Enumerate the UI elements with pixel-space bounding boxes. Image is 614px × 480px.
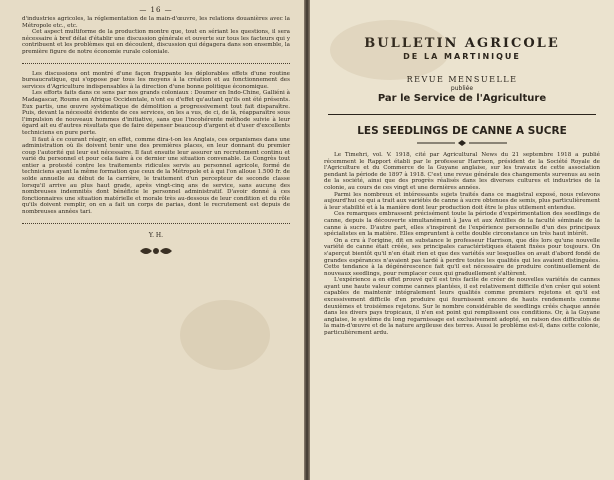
signature: Y. H.: [148, 231, 164, 239]
paragraph: d'industries agricoles, la réglementation de la main-d'œuvre, les relations douanières avec la Métropole etc., etc.: [22, 16, 290, 29]
article-title: LES SEEDLINGS DE CANNE A SUCRE: [357, 125, 567, 137]
paragraph: Ces remarques embrassent précisément toute la période d'expérimentation des seedlings de canne, depuis la découverte simultanément à Java et aux Antilles de la faculté séminale de la canne à sucre. D'autre part, elles s'inspirent de l'expérience personnelle d'un des principaux spécialistes en la matière. Elles empruntent à cette double circonstance un très haut intérêt.: [324, 211, 600, 238]
paragraph: L'expérience a en effet prouvé qu'il est très facile de créer de nouvelles variétés de cannes ayant une haute valeur comme cannes plantées, il est relativement difficile d'en créer qui soient capables de maintenir intégralement leurs qualités comme premiers rejetons et qu'il est excessivement difficile d'en produire qui fournissent encore de hauts rendements comme deuxièmes et troisièmes rejetons. Sur le nombre considérable de seedlings créés chaque année dans les divers pays tropicaux, il n'en est point qui remplissent ces conditions. Or, à la Guyane anglaise, le système du long regarnissage est exclusivement adopté, en raison des difficultés de la main-d'œuvre et de la nature argileuse des terres. Aussi le problème est-il, dans cette colonie, particulièrement ardu.: [324, 277, 600, 337]
paragraph: On a cru à l'origine, dit en substance le professeur Harrison, que dès lors qu'une nouvelle variété de canne était créée, ses principales caractéristiques étaient fixées pour toujours. On s'aperçut bientôt qu'il n'en était rien et que des variétés sur lesquelles on avait d'abord fondé de grandes espérances n'avaient pas tardé à perdre toutes les qualités qui les avaient distinguées. Cette tendance à la dégénérescence fait qu'il est nécessaire de produire continuellement de nouveaux seedlings, pour remplacer ceux qui graduellement s'altèrent.: [324, 237, 600, 277]
paragraph: Cet aspect multiforme de la production montre que, tout en sériant les questions, il sera nécessaire à bref délai d'établir une discussion générale et ouverte sur tous les facteurs qui y contribuent et les problèmes qui en découlent, discussion qui dégagera dans son ensemble, la première figure de notre économie rurale coloniale.: [22, 29, 290, 55]
paragraph: Parmi les nombreux et intéressants sujets traités dans ce magistral exposé, nous relevons aujourd'hui ce qui a trait aux variétés de canne à sucre obtenues de semis, plus particulièrement à leur stabilité et à la manière dont leur production doit être le plus utilement entendue.: [324, 191, 600, 211]
right-page: [310, 0, 614, 480]
publiee-label: publiée: [450, 85, 474, 92]
masthead-title: BULLETIN AGRICOLE: [364, 36, 560, 51]
service-label: Par le Service de l'Agriculture: [377, 93, 547, 104]
paragraph: Les efforts faits dans ce sens par nos grands coloniaux : Doumer en Indo-Chine, Galliéni à Madagascar, Roume en Afrique Occidentale, n'ont eu d'effet qu'autant qu'ils ont été présents. Eux partis, une œuvre systématique de démolition a progressivement tout fait disparaître. Puis, devant la nécessité évidente de ces services, on les a vus, de ci, de là, réapparaître sous l'impulsion de nouveaux hommes d'initiative, sans que l'incohérente méthode suivie à leur égard ait eu d'autres résultats que de faire dépenser beaucoup d'argent et d'user d'excellents techniciens en pure perte.: [22, 90, 290, 136]
paragraph: Le Timehri, vol. V. 1918, cité par Agricultural News du 21 septembre 1918 a publié récemment le Rapport établi par le professeur Harrison, président de la Société Royale de l'Agriculture et du Commerce de la Guyane anglaise, sur les travaux de cette association pendant la période de 1897 à 1918. C'est une revue générale des changements survenus au sein de la société, ainsi que des progrès réalisés dans les diverses cultures et industries de la colonie, au cours de ces vingt et une dernières années.: [324, 152, 600, 191]
paragraph: Il faut à ce courant réagir, en effet, comme dira-t-on les Anglais, ces organismes dans une administration où ils doivent tenir une des premières places, en leur donnant du premier coup l'autorité qui leur est nécessaire. Il faut ensuite leur assurer un recrutement continu et varié du personnel et pour cela faire à ce dernier une situation convenable. Le Congrès tout entier a protesté contre les traitements ridicules servis au personnel agricole, formé de techniciens ayant la même formation que ceux de la Métropole et à qui l'on alloue 1.500 fr. de solde annuelle au début de la carrière, le traitement d'un percepteur de seconde classe lorsqu'il arrive au plus haut grade, après vingt-cinq ans de service, sans aucune des nombreuses indemnités dont bénéficie le personnel administratif. D'avoir donné à ces fonctionnaires une situation matérielle et morale très au-dessous de leur condition et du rôle qu'ils doivent remplir, on en a fait un corps de parias, dont le recrutement est depuis de nombreuses années tari.: [22, 136, 290, 216]
title-divider: [328, 114, 596, 115]
left-page: [0, 0, 304, 480]
dotted-divider: [22, 223, 290, 224]
title-ornament-icon: [417, 140, 507, 146]
dotted-divider: [22, 63, 290, 64]
revue-label: REVUE MENSUELLE: [406, 75, 518, 84]
masthead-subtitle: DE LA MARTINIQUE: [403, 52, 521, 61]
floral-ornament-icon: [138, 245, 174, 257]
page-number: — 16 —: [139, 6, 173, 14]
paragraph: Les discussions ont montré d'une façon frappante les déplorables effets d'une routine bureaucratique, qui s'oppose par tous les moyens à la création et au fonctionnement des services d'Agriculture indispensables à la direction d'une bonne politique économique.: [22, 70, 290, 90]
